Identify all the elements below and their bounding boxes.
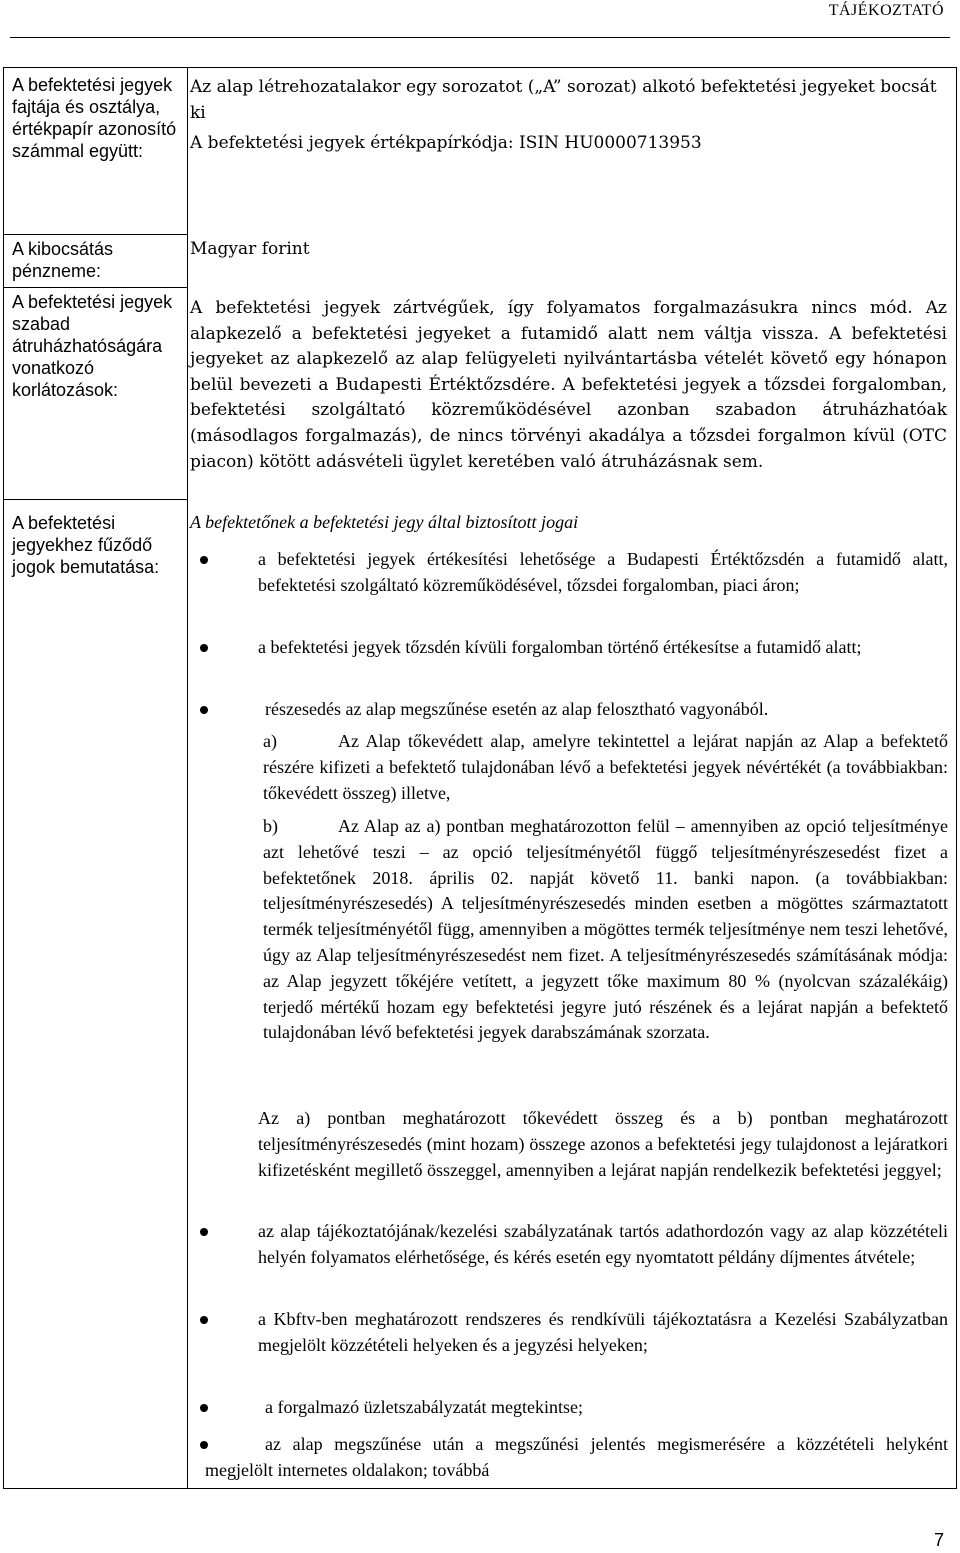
rights-item-trading: a befektetési jegyek értékesítési lehetősége a Budapesti Értéktőzsdén a futamidő alatt, befektetési szolgáltató közreműködésével, tőzsdei forgalomban, piaci áron; bbox=[258, 549, 948, 595]
bullet-icon bbox=[200, 1228, 208, 1236]
label-row-divider bbox=[4, 287, 187, 288]
rights-item-information: a Kbftv-ben meghatározott rendszeres és rendkívüli tájékoztatásra a Kezelési Szabályzatban megjelölt közzétételi helyeken és a jegyzési helyeken; bbox=[258, 1309, 948, 1355]
rights-item-termination-report: az alap megszűnése után a megszűnési jelentés megismerésére a közzétételi helyként megjelölt internetes oldalakon; továbbá bbox=[205, 1434, 948, 1480]
header-divider bbox=[10, 37, 950, 38]
label-row-divider bbox=[4, 234, 187, 235]
sub-item-a-letter: a) bbox=[263, 731, 277, 751]
rights-item-prospectus-access: az alap tájékoztatójának/kezelési szabályzatának tartós adathordozón vagy az alap közzétételi helyén folyamatos elérhetősége, és kérés esetén egy nyomtatott példány díjmentes átvétele; bbox=[258, 1221, 948, 1267]
label-type-class: A befektetési jegyek fajtája és osztálya, értékpapír azonosító számmal együtt: bbox=[12, 75, 177, 161]
bullet-icon bbox=[200, 1316, 208, 1324]
label-rights: A befektetési jegyekhez fűződő jogok bemutatása: bbox=[12, 513, 160, 577]
sub-item-b-text: Az Alap az a) pontban meghatározotton felül – amennyiben az opció teljesítménye azt lehetővé teszi – az opció teljesítményétől függő teljesítményrészesedést fizet a befektetőnek 2018. április 02. napját követő 11. banki napon. (a továbbiakban: teljesítményrészesedés) A teljesítményrészesedés minden esetben a mögöttes származtatott termék teljesítményétől függ, amennyiben a mögöttes termék teljesítménye nem teszi lehetővé, úgy az Alap teljesítményrészesedést nem fizet. A teljesítményrészesedés számításának módja: az Alap jegyzett tőkéjére vetített, a jegyzett tőke maximum 80 % (nyolcvan százalékáig) terjedő mértékű hozam egy befektetési jegyre jutó részének és a lejárat napján a befektető tulajdonában lévő befektetési jegyek darabszámának szorzata. bbox=[263, 816, 948, 1043]
sub-item-a-text: Az Alap tőkevédett alap, amelyre tekintettel a lejárat napján az Alap a befektető részére kifizeti a befektető tulajdonában lévő a befektetési jegyek névértékét (a továbbiakban: tőkevédett összeg) illetve, bbox=[263, 731, 948, 803]
value-isin: A befektetési jegyek értékpapírkódja: ISIN HU0000713953 bbox=[190, 133, 702, 153]
rights-item-liquidation-share: részesedés az alap megszűnése esetén az alap felosztható vagyonából. bbox=[265, 699, 769, 719]
document-header-title: TÁJÉKOZTATÓ bbox=[828, 2, 944, 19]
bullet-icon bbox=[200, 706, 208, 714]
bullet-icon bbox=[200, 644, 208, 652]
sub-item-b-letter: b) bbox=[263, 816, 278, 836]
rights-intro: A befektetőnek a befektetési jegy által biztosított jogai bbox=[190, 512, 579, 532]
column-divider bbox=[187, 68, 188, 1488]
rights-summary-paragraph: Az a) pontban meghatározott tőkevédett összeg és a b) pontban meghatározott teljesítményrészesedés (mint hozam) összege azonos a befektetési jegy tulajdonost a lejáratkori kifizetésként megillető összeggel, amennyiben a lejárat napján rendelkezik befektetési jeggyel; bbox=[258, 1108, 948, 1180]
sub-item-a bbox=[263, 729, 948, 806]
bullet-icon bbox=[200, 556, 208, 564]
value-currency: Magyar forint bbox=[190, 239, 310, 259]
label-transfer-restrictions: A befektetési jegyek szabad átruházhatóságára vonatkozó korlátozások: bbox=[12, 292, 173, 400]
rights-item-distributor-terms: a forgalmazó üzletszabályzatát megtekintse; bbox=[265, 1397, 584, 1417]
sub-item-b bbox=[263, 814, 948, 1046]
value-type-class: Az alap létrehozatalakor egy sorozatot („A” sorozat) alkotó befektetési jegyeket bocsát ki bbox=[190, 77, 937, 123]
rights-item-otc: a befektetési jegyek tőzsdén kívüli forgalomban történő értékesítse a futamidő alatt; bbox=[258, 637, 862, 657]
bullet-icon bbox=[200, 1404, 208, 1412]
label-currency: A kibocsátás pénzneme: bbox=[12, 239, 114, 281]
page-number: 7 bbox=[933, 1530, 944, 1550]
value-transfer-restrictions: A befektetési jegyek zártvégűek, így folyamatos forgalmazásukra nincs mód. Az alapkezelő a befektetési jegyeket a futamidő alatt nem váltja vissza. A befektetési jegyeket az alapkezelő az alap felügyeleti nyilvántartásba vételét követő egy hónapon belül bevezeti a Budapesti Értéktőzsdére. A befektetési jegyek a tőzsdei forgalomban, befektetési szolgáltató közreműködésével azonban szabadon átruházhatóak (másodlagos forgalmazás), de nincs törvényi akadálya a tőzsdei forgalmon kívül (OTC piacon) kötött adásvételi ügylet keretében való átruházásnak sem. bbox=[190, 298, 947, 472]
label-row-divider bbox=[4, 499, 187, 500]
